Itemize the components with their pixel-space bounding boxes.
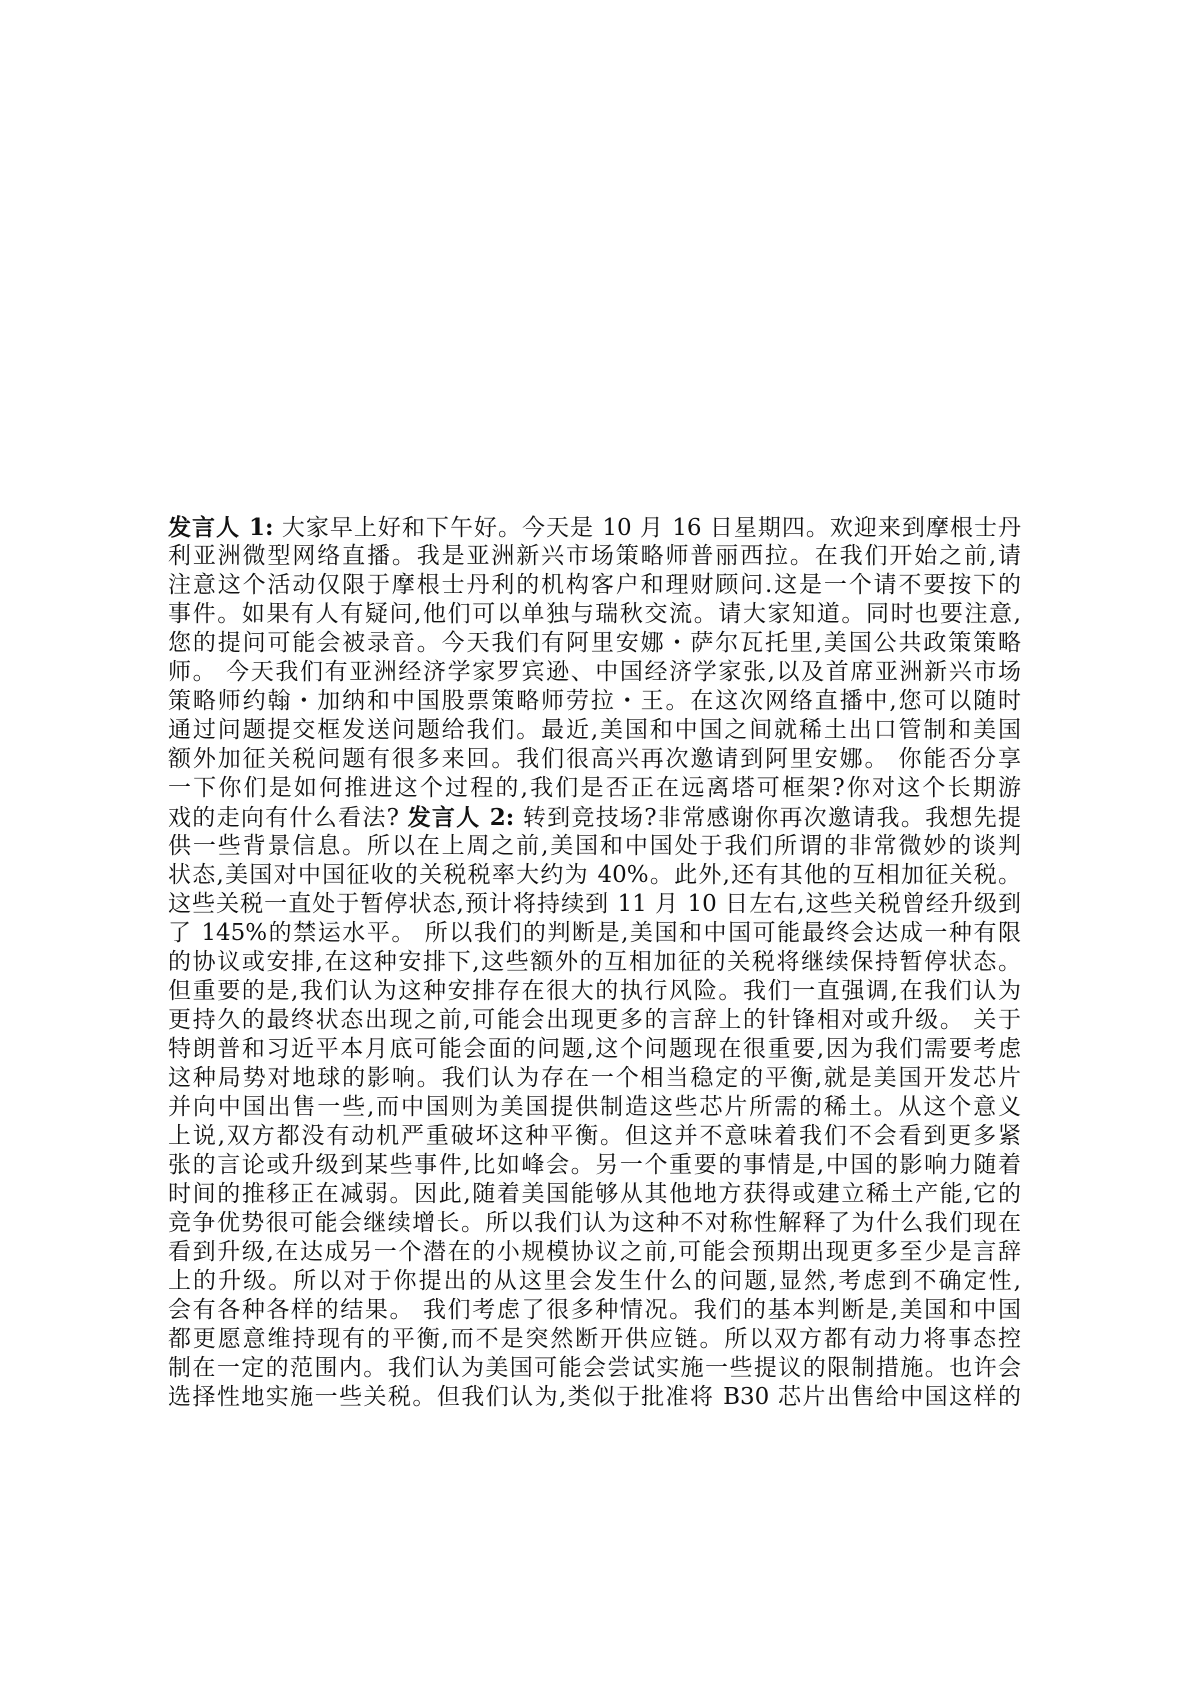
line-text: 事件。如果有人有疑问,他们可以单独与瑞秋交流。请大家知道。同时也要注意, — [168, 601, 1021, 627]
text-line — [168, 774, 1021, 803]
text-line — [168, 1383, 1021, 1412]
text-line — [168, 745, 1021, 774]
text-line — [168, 1296, 1021, 1325]
line-text: 利亚洲微型网络直播。我是亚洲新兴市场策略师普丽西拉。在我们开始之前,请 — [168, 543, 1021, 569]
line-text: 竞争优势很可能会继续增长。所以我们认为这种不对称性解释了为什么我们现在 — [168, 1210, 1021, 1236]
line-text: 选择性地实施一些关税。但我们认为,类似于批准将 B30 芯片出售给中国这样的 — [168, 1384, 1021, 1410]
speaker-label: 发言人 1: — [168, 514, 274, 541]
text-line — [168, 1325, 1021, 1354]
line-text: 转到竞技场?非常感谢你再次邀请我。我想先提 — [514, 805, 1021, 831]
text-line — [168, 1093, 1021, 1122]
line-text: 特朗普和习近平本月底可能会面的问题,这个问题现在很重要,因为我们需要考虑 — [168, 1036, 1021, 1062]
text-line — [168, 919, 1021, 948]
speaker-label: 发言人 2: — [407, 804, 515, 831]
text-line — [168, 803, 1021, 832]
transcript-body — [168, 513, 1021, 1412]
text-line — [168, 832, 1021, 861]
line-text: 通过问题提交框发送问题给我们。最近,美国和中国之间就稀土出口管制和美国 — [168, 717, 1021, 743]
text-line — [168, 600, 1021, 629]
text-line — [168, 861, 1021, 890]
line-text: 您的提问可能会被录音。今天我们有阿里安娜・萨尔瓦托里,美国公共政策策略 — [168, 630, 1021, 656]
line-text: 注意这个活动仅限于摩根士丹利的机构客户和理财顾问.这是一个请不要按下的 — [168, 572, 1021, 598]
line-text: 上的升级。所以对于你提出的从这里会发生什么的问题,显然,考虑到不确定性, — [168, 1268, 1021, 1294]
line-text: 的协议或安排,在这种安排下,这些额外的互相加征的关税将继续保持暂停状态。 — [168, 949, 1021, 975]
line-text: 额外加征关税问题有很多来回。我们很高兴再次邀请到阿里安娜。 你能否分享 — [168, 746, 1021, 772]
text-line — [168, 513, 1021, 542]
line-text: 并向中国出售一些,而中国则为美国提供制造这些芯片所需的稀土。从这个意义 — [168, 1094, 1021, 1120]
text-line — [168, 571, 1021, 600]
line-text: 张的言论或升级到某些事件,比如峰会。另一个重要的事情是,中国的影响力随着 — [168, 1152, 1021, 1178]
line-text: 会有各种各样的结果。 我们考虑了很多种情况。我们的基本判断是,美国和中国 — [168, 1297, 1021, 1323]
line-text: 但重要的是,我们认为这种安排存在很大的执行风险。我们一直强调,在我们认为 — [168, 978, 1021, 1004]
text-line — [168, 1006, 1021, 1035]
text-line — [168, 687, 1021, 716]
line-text: 状态,美国对中国征收的关税税率大约为 40%。此外,还有其他的互相加征关税。 — [168, 862, 1021, 888]
text-line — [168, 542, 1021, 571]
line-text: 一下你们是如何推进这个过程的,我们是否正在远离塔可框架?你对这个长期游 — [168, 775, 1021, 801]
text-line — [168, 629, 1021, 658]
text-line — [168, 1180, 1021, 1209]
text-line — [168, 1238, 1021, 1267]
line-text: 都更愿意维持现有的平衡,而不是突然断开供应链。所以双方都有动力将事态控 — [168, 1326, 1021, 1352]
line-text: 上说,双方都没有动机严重破坏这种平衡。但这并不意味着我们不会看到更多紧 — [168, 1123, 1021, 1149]
text-line — [168, 1064, 1021, 1093]
line-text: 这种局势对地球的影响。我们认为存在一个相当稳定的平衡,就是美国开发芯片 — [168, 1065, 1021, 1091]
line-text: 大家早上好和下午好。今天是 10 月 16 日星期四。欢迎来到摩根士丹 — [273, 515, 1021, 541]
line-text: 看到升级,在达成另一个潜在的小规模协议之前,可能会预期出现更多至少是言辞 — [168, 1239, 1021, 1265]
text-line — [168, 716, 1021, 745]
text-line — [168, 890, 1021, 919]
text-line — [168, 1151, 1021, 1180]
text-line — [168, 1122, 1021, 1151]
line-text: 了 145%的禁运水平。 所以我们的判断是,美国和中国可能最终会达成一种有限 — [168, 920, 1021, 946]
line-text: 制在一定的范围内。我们认为美国可能会尝试实施一些提议的限制措施。也许会 — [168, 1355, 1021, 1381]
line-text: 供一些背景信息。所以在上周之前,美国和中国处于我们所谓的非常微妙的谈判 — [168, 833, 1021, 859]
line-text: 更持久的最终状态出现之前,可能会出现更多的言辞上的针锋相对或升级。 关于 — [168, 1007, 1021, 1033]
line-text: 策略师约翰・加纳和中国股票策略师劳拉・王。在这次网络直播中,您可以随时 — [168, 688, 1021, 714]
line-text: 时间的推移正在减弱。因此,随着美国能够从其他地方获得或建立稀土产能,它的 — [168, 1181, 1021, 1207]
text-line — [168, 948, 1021, 977]
text-line — [168, 1354, 1021, 1383]
line-text: 这些关税一直处于暂停状态,预计将持续到 11 月 10 日左右,这些关税曾经升级到 — [168, 891, 1021, 917]
line-text: 师。 今天我们有亚洲经济学家罗宾逊、中国经济学家张,以及首席亚洲新兴市场 — [168, 659, 1021, 685]
text-line — [168, 977, 1021, 1006]
text-line — [168, 658, 1021, 687]
text-line — [168, 1209, 1021, 1238]
text-line — [168, 1035, 1021, 1064]
line-text: 戏的走向有什么看法? — [168, 805, 408, 831]
text-line — [168, 1267, 1021, 1296]
